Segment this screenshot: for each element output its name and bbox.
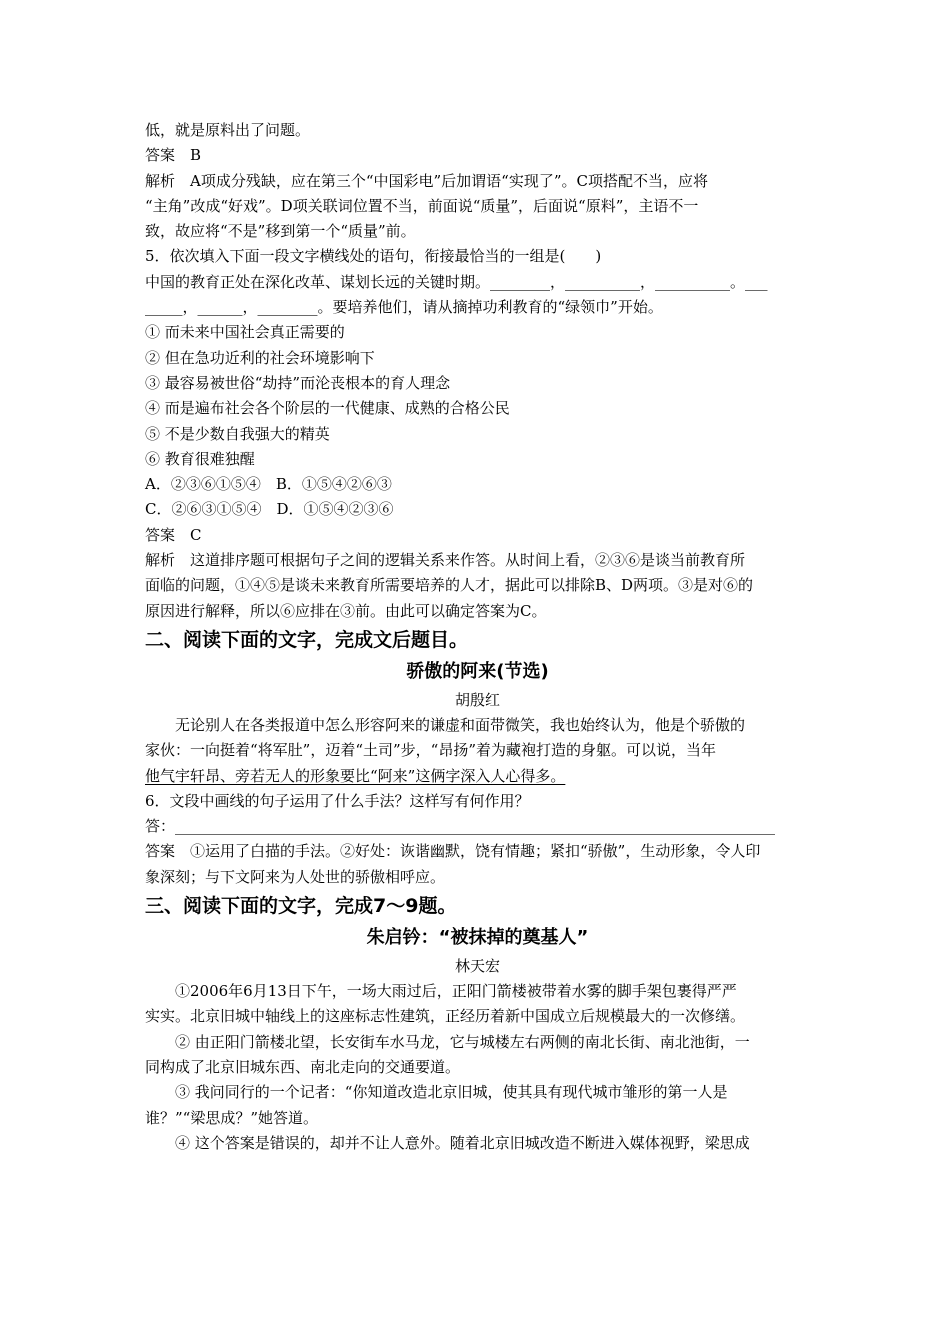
paragraph-line: 无论别人在各类报道中怎么形容阿来的谦虚和面带微笑，我也始终认为，他是个骄傲的 <box>175 715 746 734</box>
answer-blank: ________________________________________________________________________________ <box>175 817 776 836</box>
analysis-line: 原因进行解释，所以⑥应排在③前。由此可以确定答案为C。 <box>145 601 547 620</box>
paragraph-line: 谁？”“梁思成？”她答道。 <box>145 1108 319 1127</box>
answer-line: 答案 ①运用了白描的手法。②好处：诙谐幽默，饶有情趣；紧扣“骄傲”，生动形象，令人印 <box>145 842 761 861</box>
answer-label: 答： <box>145 817 176 836</box>
analysis-line: “主角”改成“好戏”。D项关联词位置不当，前面说“质量”，后面说“原料”，主语不一 <box>145 196 699 215</box>
option-4: ④ 而是遍布社会各个阶层的一代健康、成熟的合格公民 <box>145 399 510 418</box>
section-3-heading: 三、阅读下面的文字，完成7～9题。 <box>145 895 457 918</box>
section-2-heading: 二、阅读下面的文字，完成文后题目。 <box>145 628 469 651</box>
text-line: 低，就是原料出了问题。 <box>145 121 311 139</box>
question-text: _____，______，________。要培养他们，请从摘掉功利教育的“绿领巾”开始。 <box>145 298 663 317</box>
paragraph-line: ①2006年6月13日下午，一场大雨过后，正阳门箭楼被带着水雾的脚手架包裹得严严 <box>175 982 737 1001</box>
option-1: ① 而未来中国社会真正需要的 <box>145 323 345 342</box>
analysis-line: 解析 A项成分残缺，应在第三个“中国彩电”后加谓语“实现了”。C项搭配不当，应将 <box>145 171 708 190</box>
paragraph-line: ② 由正阳门箭楼北望，长安街车水马龙，它与城楼左右两侧的南北长街、南北池街，一 <box>175 1032 750 1051</box>
paragraph-line: 实实。北京旧城中轴线上的这座标志性建筑，正经历着新中国成立后规模最大的一次修缮。 <box>145 1007 746 1026</box>
answer-line: 答案 B <box>145 146 202 165</box>
question-6: 6．文段中画线的句子运用了什么手法？这样写有何作用？ <box>145 791 530 810</box>
analysis-line: 致，故应将“不是”移到第一个“质量”前。 <box>145 222 416 241</box>
option-5: ⑤ 不是少数自我强大的精英 <box>145 424 330 443</box>
option-2: ② 但在急功近利的社会环境影响下 <box>145 348 375 367</box>
option-3: ③ 最容易被世俗“劫持”而沦丧根本的育人理念 <box>145 373 451 392</box>
paragraph-line: ③ 我问同行的一个记者：“你知道改造北京旧城，使其具有现代城市雏形的第一人是 <box>175 1083 728 1102</box>
answer-blank-line <box>145 814 810 839</box>
article-title: 骄傲的阿来(节选) <box>406 660 549 682</box>
paragraph-line: 家伙：一向挺着“将军肚”，迈着“土司”步，“昂扬”着为藏袍打造的身躯。可以说，当年 <box>145 741 717 760</box>
article-author: 胡殷红 <box>454 690 500 709</box>
paragraph-line <box>145 764 810 789</box>
option-6: ⑥ 教育很难独醒 <box>145 449 255 468</box>
paragraph-line: 同构成了北京旧城东西、南北走向的交通要道。 <box>145 1057 461 1076</box>
answer-line: 答案 C <box>145 525 202 544</box>
question-5: 5．依次填入下面一段文字横线处的语句，衔接最恰当的一组是( ) <box>145 247 602 266</box>
analysis-line: 解析 这道排序题可根据句子之间的逻辑关系来作答。从时间上看，②③⑥是谈当前教育所 <box>145 551 746 570</box>
underlined-sentence: 他气宇轩昂、旁若无人的形象要比“阿来”这俩字深入人心得多。 <box>145 766 566 785</box>
paragraph-line: ④ 这个答案是错误的，却并不让人意外。随着北京旧城改造不断进入媒体视野，梁思成 <box>175 1133 750 1152</box>
document-page <box>145 118 810 1156</box>
article-title: 朱启钤：“被抹掉的奠基人” <box>366 927 589 949</box>
analysis-line: 面临的问题，①④⑤是谈未来教育所需要培养的人才，据此可以排除B、D两项。③是对⑥的 <box>145 576 754 595</box>
answer-line: 象深刻；与下文阿来为人处世的骄傲相呼应。 <box>145 867 446 886</box>
choice-ab: A．②③⑥①⑤④ B．①⑤④②⑥③ <box>145 475 392 494</box>
article-author: 林天宏 <box>454 957 500 976</box>
question-text: 中国的教育正处在深化改革、谋划长远的关键时期。________，__________，__________。___ <box>145 272 768 291</box>
choice-cd: C．②⑥③①⑤④ D．①⑤④②③⑥ <box>145 500 394 519</box>
